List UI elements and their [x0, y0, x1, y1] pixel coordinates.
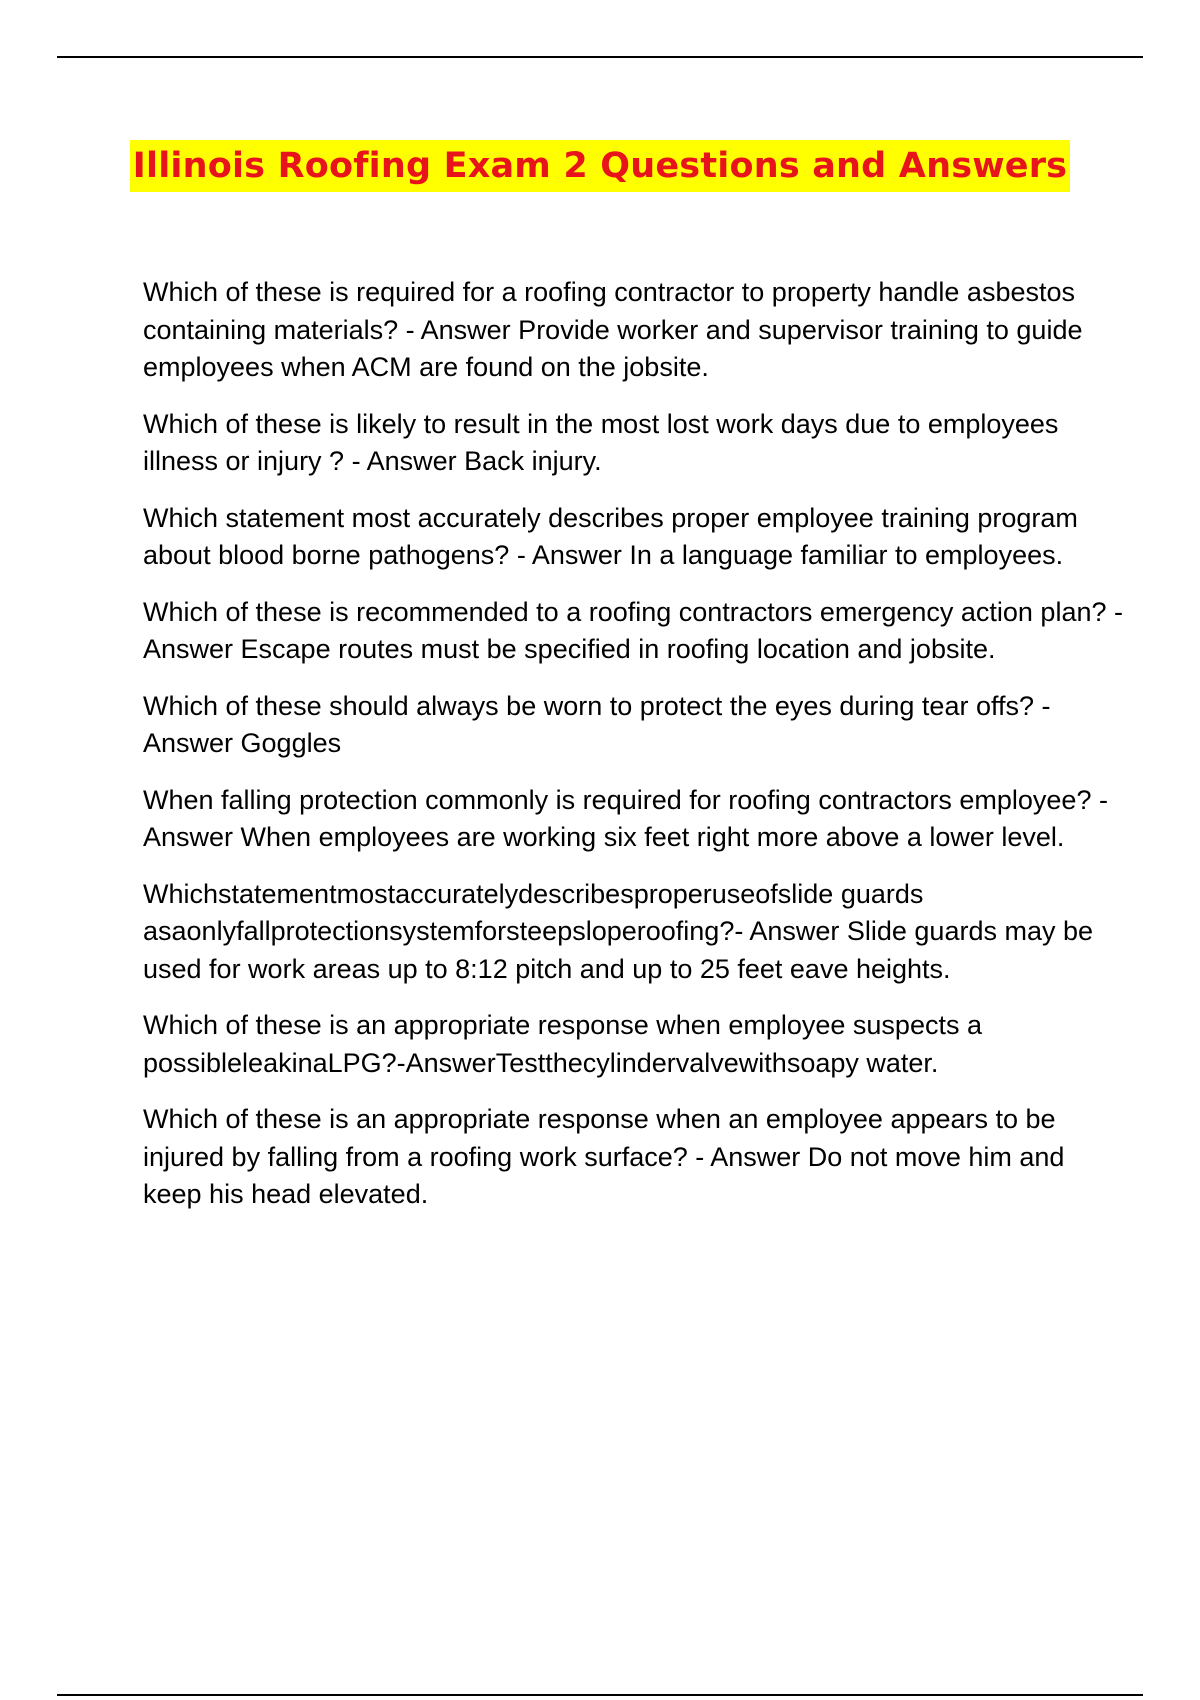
qa-text: Which of these is an appropriate response when employee suspects a possibleleakinaLPG?-AnswerTestthecylindervalvewithsoapy water.: [143, 1010, 982, 1078]
qa-item: [143, 782, 1128, 857]
qa-text: Which of these is an appropriate response when an employee appears to be injured by falling from a roofing work surface? - Answer Do not move him and keep his head elevated.: [143, 1104, 1065, 1209]
qa-text: When falling protection commonly is required for roofing contractors employee? - Answer When employees are working six feet right more above a lower level.: [143, 784, 1108, 852]
qa-item: [143, 500, 1128, 575]
footer-rule: [57, 1694, 1143, 1696]
qa-item: [143, 1007, 1128, 1082]
qa-item: [143, 1101, 1128, 1214]
qa-item: [143, 876, 1128, 989]
header-rule: [57, 56, 1143, 58]
title-container: [0, 140, 1200, 192]
qa-list: [143, 274, 1128, 1233]
qa-text: Which of these is recommended to a roofing contractors emergency action plan? - Answer Escape routes must be specified in roofing location and jobsite.: [143, 596, 1123, 664]
qa-text: Which of these is required for a roofing contractor to property handle asbestos containing materials? - Answer Provide worker and supervisor training to guide employees when ACM are found on the jobsite.: [143, 277, 1083, 382]
qa-item: [143, 406, 1128, 481]
qa-text: Which statement most accurately describes proper employee training program about blood borne pathogens? - Answer In a language familiar to employees.: [143, 502, 1078, 570]
qa-item: [143, 274, 1128, 387]
qa-text: Which of these should always be worn to protect the eyes during tear offs? - Answer Goggles: [143, 690, 1051, 758]
document-title: Illinois Roofing Exam 2 Questions and Answers: [130, 140, 1070, 192]
qa-text: Whichstatementmostaccuratelydescribesproperuseofslide guards asaonlyfallprotectionsystemforsteepsloperoofing?- Answer Slide guards may be used for work areas up to 8:12 pitch and up to 25 feet eave heights.: [143, 878, 1094, 984]
qa-text: Which of these is likely to result in the most lost work days due to employees illness or injury ? - Answer Back injury.: [143, 408, 1059, 476]
qa-item: [143, 688, 1128, 763]
qa-item: [143, 594, 1128, 669]
